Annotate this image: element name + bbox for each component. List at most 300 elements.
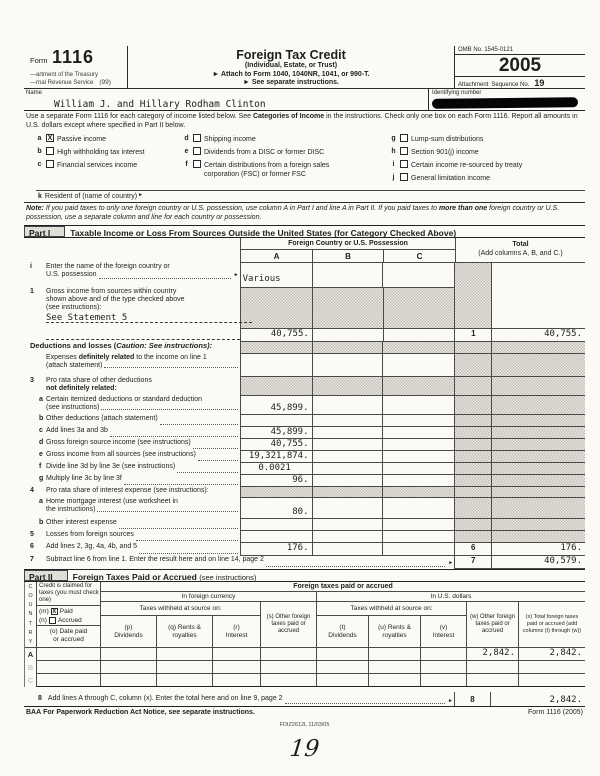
entry-line3e-a[interactable]: 19,321,874.	[240, 451, 312, 463]
entry-b-dividends-us[interactable]	[316, 661, 368, 674]
label-text: Gross foreign source income (see instructions)	[46, 439, 191, 446]
arrow-icon: ►	[233, 272, 239, 278]
shaded-cell	[491, 475, 585, 487]
entry-country-c[interactable]	[382, 263, 454, 288]
country-vertical-label: C O U N T R Y	[25, 582, 36, 648]
entry-c-interest-fc[interactable]	[212, 674, 260, 687]
column-p-header: (p) Dividends	[100, 616, 156, 648]
entry-line3a-c[interactable]	[382, 396, 454, 415]
part2-table	[24, 582, 585, 687]
line-3b-label	[24, 415, 240, 427]
category-shipping	[183, 134, 390, 147]
entry-b-other-fc[interactable]	[260, 661, 316, 674]
line-3f-label	[24, 463, 240, 475]
note-pre: If you paid taxes to only one foreign country or U.S. possession, use column A in Part I and line A in Part II. If you paid taxes to	[43, 205, 439, 212]
label-text: shown above and of the type checked above	[46, 296, 185, 303]
line-3c-label	[24, 427, 240, 439]
form-title-block	[128, 46, 454, 88]
entry-a-interest-fc[interactable]	[212, 648, 260, 661]
baa-label: BAA	[26, 709, 42, 716]
entry-line4a-b[interactable]	[312, 498, 383, 519]
category-column-2	[183, 134, 390, 186]
line-3a-label	[24, 396, 240, 415]
shaded-cell	[454, 396, 491, 415]
entry-a-dividends-us[interactable]	[316, 648, 368, 661]
entry-line3d-a[interactable]: 40,755.	[240, 439, 312, 451]
part2-title: Foreign Taxes Paid or Accrued (see instructions)	[72, 571, 257, 582]
heading-bold: Deductions and losses (	[30, 341, 117, 350]
label-text: Divide line 3d by line 3e (see instructions)	[46, 463, 176, 470]
entry-c-other-us[interactable]	[466, 674, 518, 687]
shaded-cell	[312, 288, 383, 329]
part1-tag: Part I	[24, 226, 65, 237]
entry-a-interest-us[interactable]	[420, 648, 466, 661]
column-b-header: B	[312, 250, 383, 263]
checkbox-resourced-treaty[interactable]	[400, 160, 408, 168]
attachment-word: Attachment	[458, 82, 489, 88]
entry-line2-b[interactable]	[312, 354, 383, 377]
checkbox-accrued[interactable]	[49, 617, 56, 624]
line-letter: b	[39, 415, 44, 422]
intro-bold: Categories of Income	[252, 113, 325, 120]
form-word: Form	[30, 56, 48, 65]
form-number: 1116	[51, 47, 95, 67]
agency-block	[30, 72, 125, 87]
option-letter: (n)	[39, 617, 47, 624]
name-label: Name	[26, 90, 43, 96]
foreign-country-span: Foreign Country or U.S. Possession	[240, 238, 455, 250]
label-text: (attach statement)	[46, 362, 103, 369]
part1-table	[24, 238, 585, 569]
entry-b-dividends-fc[interactable]	[100, 661, 156, 674]
plate-code: FDIZ2612L 11/03/05	[279, 722, 330, 728]
line-3e-row	[24, 451, 585, 463]
line-number: 8	[38, 695, 42, 702]
label-text: Home mortgage interest (use worksheet in	[46, 498, 178, 505]
shaded-cell	[454, 427, 491, 439]
entry-c-other-fc[interactable]	[260, 674, 316, 687]
shaded-cell	[491, 439, 585, 451]
entry-c-rents-fc[interactable]	[156, 674, 212, 687]
category-label: Passive income	[57, 136, 107, 143]
dot-leader	[110, 436, 238, 437]
entry-a-total[interactable]: 2,842.	[518, 648, 585, 661]
entry-line4b-a[interactable]	[240, 519, 312, 531]
column-v-header: (v) Interest	[420, 616, 466, 648]
entry-line3a-b[interactable]	[312, 396, 383, 415]
entry-line3e-c[interactable]	[382, 451, 454, 463]
shaded-cell	[454, 519, 491, 531]
category-letter: d	[184, 135, 189, 142]
entry-line6-c[interactable]	[382, 543, 454, 556]
dot-leader	[104, 367, 237, 368]
entry-a-dividends-fc[interactable]	[100, 648, 156, 661]
shaded-cell	[312, 487, 383, 498]
taxpayer-name-field[interactable]: William J. and Hillary Rodham Clinton	[54, 99, 266, 110]
entry-line2-a[interactable]	[240, 354, 312, 377]
line-3d-row	[24, 439, 585, 451]
blank-cell	[491, 288, 585, 329]
entry-line3b-c[interactable]	[382, 415, 454, 427]
dot-leader	[99, 278, 231, 279]
form-subtitle: (Individual, Estate, or Trust)	[244, 62, 338, 69]
entry-line3f-a[interactable]: 0.0021	[240, 463, 312, 475]
total-word: Total	[512, 241, 529, 248]
shaded-cell	[240, 377, 312, 396]
category-letter: g	[391, 135, 396, 142]
dot-leader	[160, 424, 238, 425]
entry-line3f-b[interactable]	[312, 463, 383, 475]
category-letter: a	[37, 135, 42, 142]
dot-leader	[198, 460, 238, 461]
entry-a-rents-us[interactable]	[368, 648, 420, 661]
label-text: (see instructions):	[46, 304, 102, 311]
note-paragraph	[24, 203, 585, 225]
note-bold: more than one	[438, 205, 488, 212]
category-lump-sum	[390, 134, 585, 147]
category-disc-dividends	[183, 147, 390, 160]
category-resourced-treaty	[390, 160, 585, 173]
part2-main	[36, 582, 585, 687]
dot-leader	[139, 553, 238, 554]
note-post: foreign country or U.S. possession, use a separate column and line for each country or possession.	[26, 205, 560, 221]
column-w-header: (w) Other foreign taxes paid or accrued	[466, 602, 518, 648]
attachment-sequence	[455, 76, 585, 89]
statement-reference: See Statement 5	[46, 314, 252, 323]
category-financial-services	[36, 160, 183, 173]
name-row	[24, 89, 585, 111]
line-3f-row	[24, 463, 585, 475]
category-passive-income	[36, 134, 183, 147]
category-label: Dividends from a DISC or former DISC	[204, 149, 325, 156]
category-fsc-distributions	[183, 160, 390, 179]
checkbox-fsc-distributions[interactable]	[193, 160, 201, 168]
note-label: Note:	[26, 205, 44, 212]
label-bold: not definitely related:	[46, 385, 117, 392]
option-label: Accrued	[57, 617, 82, 624]
name-cell	[24, 89, 428, 110]
entry-line1-c[interactable]	[383, 329, 455, 342]
entry-line4b-b[interactable]	[312, 519, 383, 531]
checkbox-general-limitation[interactable]	[400, 173, 408, 181]
entry-line1-b[interactable]	[312, 329, 383, 342]
checkbox-lump-sum[interactable]	[400, 134, 408, 142]
column-t-header: (t) Dividends	[316, 616, 368, 648]
label-text: Add lines 2, 3g, 4a, 4b, and 5	[46, 543, 138, 550]
line-3b-row	[24, 415, 585, 427]
checkbox-financial-services[interactable]	[46, 160, 54, 168]
entry-c-dividends-fc[interactable]	[100, 674, 156, 687]
label-text: Expenses	[46, 354, 79, 361]
blank-cell	[491, 263, 585, 288]
entry-a-other-us[interactable]: 2,842.	[466, 648, 518, 661]
shaded-cell	[240, 487, 312, 498]
shaded-cell	[454, 354, 491, 377]
shaded-cell	[454, 498, 491, 519]
label-text: Gross income from sources within country	[46, 288, 177, 295]
entry-b-rents-fc[interactable]	[156, 661, 212, 674]
income-category-checkboxes	[24, 130, 585, 188]
entry-b-interest-us[interactable]	[420, 661, 466, 674]
part2-row-b	[36, 661, 585, 674]
category-label: Lump-sum distributions	[411, 136, 484, 143]
entry-line5-b[interactable]	[312, 531, 383, 543]
total-line6[interactable]: 176.	[491, 543, 585, 556]
paid-accrued-box	[37, 606, 100, 626]
line-number: 6	[30, 543, 34, 550]
entry-line5-a[interactable]	[240, 531, 312, 543]
entry-line3d-b[interactable]	[312, 439, 383, 451]
deductions-heading	[24, 342, 240, 354]
shaded-cell	[491, 487, 585, 498]
dot-leader	[101, 409, 237, 410]
checkbox-disc-dividends[interactable]	[193, 147, 201, 155]
line-5-label	[24, 531, 240, 543]
category-label: General limitation income	[411, 175, 490, 182]
redacted-identifying-number	[432, 97, 578, 109]
entry-b-total[interactable]	[518, 661, 585, 674]
shaded-cell	[491, 427, 585, 439]
shaded-cell	[383, 288, 455, 329]
resident-label: Resident of (name of country)	[44, 193, 138, 200]
entry-line4a-c[interactable]	[382, 498, 454, 519]
entry-c-rents-us[interactable]	[368, 674, 420, 687]
dot-leader	[177, 472, 237, 473]
label-text: Add lines A through C, column (x). Enter the total here and on line 9, page 2	[47, 695, 283, 702]
line-number: 7	[30, 556, 34, 563]
entry-line4a-a[interactable]: 80.	[240, 498, 312, 519]
part1-header-bar	[24, 225, 585, 238]
label-text: Other deductions (attach statement)	[46, 415, 158, 422]
line-letter: c	[39, 427, 43, 434]
entry-line3c-a[interactable]: 45,899.	[240, 427, 312, 439]
shaded-cell	[491, 463, 585, 475]
total-line1[interactable]: 40,755.	[491, 329, 585, 342]
entry-line3c-b[interactable]	[312, 427, 383, 439]
line-6-label	[24, 543, 240, 556]
label-text: the instructions)	[46, 506, 96, 513]
entry-line3g-a[interactable]: 96.	[240, 475, 312, 487]
dot-leader	[124, 484, 238, 485]
omb-block	[454, 46, 585, 88]
entry-b-date[interactable]	[36, 661, 100, 674]
shaded-cell	[312, 377, 383, 396]
shaded-cell	[454, 531, 491, 543]
entry-line3b-b[interactable]	[312, 415, 383, 427]
entry-line6-b[interactable]	[312, 543, 383, 556]
line-number: 1	[30, 288, 34, 295]
entry-a-rents-fc[interactable]	[156, 648, 212, 661]
shaded-cell	[491, 342, 585, 354]
handwritten-page-number: 19	[288, 736, 321, 762]
label-text: Enter the name of the foreign country or	[46, 263, 170, 270]
category-label: High withholding tax interest	[57, 149, 145, 156]
column-a-header: A	[240, 250, 312, 263]
withheld-heading-1: Taxes withheld at source on:	[100, 602, 260, 616]
shaded-cell	[454, 439, 491, 451]
line-3a-row	[24, 396, 585, 415]
line-number: i	[30, 263, 32, 270]
category-letter: c	[37, 161, 42, 168]
label-text: (see instructions)	[46, 404, 100, 411]
shaded-cell	[454, 342, 491, 354]
total-column-header	[455, 238, 585, 263]
entry-c-date[interactable]	[36, 674, 100, 687]
shaded-cell	[454, 263, 491, 288]
checkbox-shipping[interactable]	[193, 134, 201, 142]
entry-line3d-c[interactable]	[382, 439, 454, 451]
form-header	[24, 46, 585, 89]
total-line7[interactable]: 40,579.	[491, 556, 585, 569]
attach-instruction: ► Attach to Form 1040, 1040NR, 1041, or 990-T.	[212, 70, 370, 78]
category-letter: i	[392, 161, 395, 168]
paperwork-notice	[26, 709, 255, 716]
resident-letter: k	[38, 193, 42, 200]
label-text: Multiply line 3c by line 3f	[46, 475, 122, 482]
line-3e-label	[24, 451, 240, 463]
shaded-cell	[491, 377, 585, 396]
accrued-option	[39, 616, 100, 625]
agency-code: (99)	[99, 79, 111, 86]
line-4-row	[24, 487, 585, 498]
category-label: Section 901(j) income	[411, 149, 479, 156]
notice-text: For Paperwork Reduction Act Notice, see separate instructions.	[43, 709, 255, 716]
line-number: 3	[30, 377, 34, 384]
label-text: Pro rata share of other deductions	[46, 377, 152, 384]
shaded-cell	[454, 451, 491, 463]
label-text: Other interest expense	[46, 519, 117, 526]
line-3-label	[24, 377, 240, 396]
entry-c-dividends-us[interactable]	[316, 674, 368, 687]
entry-c-total[interactable]	[518, 674, 585, 687]
category-label: Shipping income	[204, 136, 256, 143]
entry-a-date[interactable]	[36, 648, 100, 661]
entry-line3b-a[interactable]	[240, 415, 312, 427]
entry-line3g-c[interactable]	[382, 475, 454, 487]
sequence-number: 19	[534, 78, 545, 88]
column-q-header: (q) Rents & royalties	[156, 616, 212, 648]
shaded-cell	[382, 487, 454, 498]
category-column-3	[390, 134, 585, 186]
dot-leader	[285, 703, 445, 704]
footer-row	[24, 707, 585, 716]
entry-b-interest-fc[interactable]	[212, 661, 260, 674]
part2-header-bar	[24, 569, 585, 582]
checkbox-high-withholding[interactable]	[46, 147, 54, 155]
checkbox-passive-income[interactable]: X	[47, 135, 53, 142]
form-title: Foreign Tax Credit	[236, 48, 346, 62]
identifying-number-label: Identifying number	[432, 90, 482, 96]
shaded-cell	[491, 354, 585, 377]
label-text: Add lines 3a and 3b	[46, 427, 108, 434]
form-content	[24, 46, 585, 762]
line-8-label	[24, 692, 454, 706]
shaded-cell	[382, 342, 454, 354]
shaded-cell	[454, 415, 491, 427]
entry-a-other-fc[interactable]	[260, 648, 316, 661]
line-4-label	[24, 487, 240, 498]
dot-leader	[193, 448, 238, 449]
category-letter: b	[37, 148, 42, 155]
checkbox-paid[interactable]: X	[52, 609, 57, 615]
entry-line2-c[interactable]	[382, 354, 454, 377]
label-text: Pro rata share of interest expense (see instructions):	[46, 487, 209, 494]
total-line8[interactable]: 2,842.	[549, 695, 582, 705]
shaded-cell	[491, 451, 585, 463]
form-footer-ref: Form 1116 (2005)	[528, 709, 583, 716]
dot-leader	[97, 511, 237, 512]
see-instruction: ► See separate instructions.	[242, 79, 340, 86]
arrow-icon: ►	[138, 192, 144, 198]
paid-option	[39, 607, 100, 616]
line-letter: a	[39, 498, 43, 505]
entry-line3e-b[interactable]	[312, 451, 383, 463]
line-1-row	[24, 288, 585, 329]
entry-b-other-us[interactable]	[466, 661, 518, 674]
entry-country-b[interactable]	[312, 263, 383, 288]
entry-line4b-c[interactable]	[382, 519, 454, 531]
entry-line3c-c[interactable]	[382, 427, 454, 439]
credit-claimed-column	[36, 582, 100, 648]
column-x-header: (x) Total foreign taxes paid or accrued (add columns (t) through (w))	[518, 602, 585, 648]
category-letter: j	[392, 174, 395, 181]
entry-c-interest-us[interactable]	[420, 674, 466, 687]
category-letter: f	[185, 161, 188, 168]
part1-title: Taxable Income or Loss From Sources Outside the United States (for Category Checked Above)	[70, 227, 457, 238]
part1-column-headers	[24, 238, 585, 263]
column-u-header: (u) Rents & royalties	[368, 616, 420, 648]
entry-line5-c[interactable]	[382, 531, 454, 543]
shaded-cell	[454, 463, 491, 475]
line-letter: f	[39, 463, 42, 470]
shaded-cell	[382, 377, 454, 396]
entry-country-a[interactable]: Various	[240, 263, 312, 288]
line-ref-6: 6	[454, 543, 491, 556]
category-letter: e	[184, 148, 189, 155]
shaded-cell	[240, 342, 312, 354]
resident-country-row	[24, 190, 585, 203]
row-letter-b: B	[27, 663, 34, 672]
checkbox-section-901j[interactable]	[400, 147, 408, 155]
entry-line3g-b[interactable]	[312, 475, 383, 487]
entry-line6-a[interactable]: 176.	[240, 543, 312, 556]
entry-b-rents-us[interactable]	[368, 661, 420, 674]
dashed-entry-line	[46, 339, 240, 340]
agency-line2: —rnal Revenue Service	[30, 80, 94, 86]
line-number: 4	[30, 487, 34, 494]
line-ref-8: 8	[454, 692, 491, 706]
row-letter-c: C	[27, 676, 34, 685]
label-text: Losses from foreign sources	[46, 531, 134, 538]
line-letter: g	[39, 475, 44, 482]
sequence-word: Sequence No.	[491, 82, 530, 88]
entry-line1-a[interactable]: 40,755.	[240, 329, 312, 342]
foreign-currency-span: In foreign currency	[100, 592, 316, 602]
dot-leader	[119, 528, 238, 529]
credit-claimed-heading: Credit is claimed for taxes (you must check one)	[37, 582, 100, 606]
category-label: Certain distributions from a foreign sales corporation (FSC) or former FSC	[204, 162, 330, 178]
column-r-header: (r) Interest	[212, 616, 260, 648]
total-sub: (Add columns A, B, and C.)	[478, 250, 563, 257]
line-4b-row	[24, 519, 585, 531]
line-i-label	[24, 263, 240, 288]
entry-line3f-c[interactable]	[382, 463, 454, 475]
intro-pre: Use a separate Form 1116 for each category of income listed below. See	[26, 113, 253, 120]
line-4a-row	[24, 498, 585, 519]
column-s-header: (s) Other foreign taxes paid or accrued	[260, 602, 316, 648]
entry-line3a-a[interactable]: 45,899.	[240, 396, 312, 415]
shaded-cell	[491, 531, 585, 543]
